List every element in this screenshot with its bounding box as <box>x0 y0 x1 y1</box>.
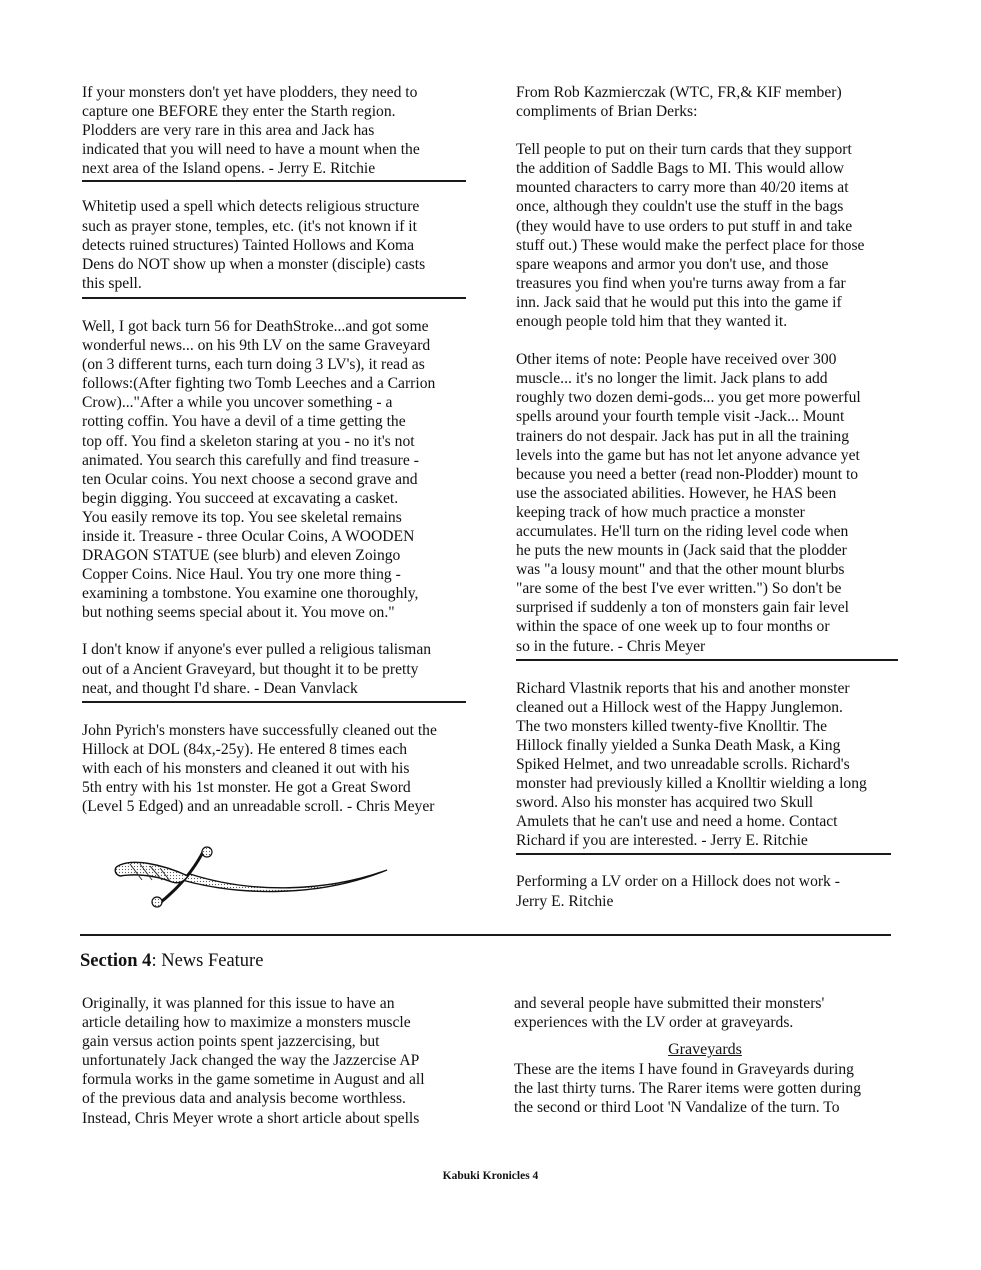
saddle-bags-body: Tell people to put on their turn cards that they support the addition of Saddle Bags to MI. This would allow mounted characters to carry more than 40/20 items at once, although they couldn't use the stuff in the bags (they would have to use orders to put stuff in and take stuff out.) These would make the perfect place for those spare weapons and armor you don't use, and those treasures you find when you're turns away from a far inn. Jack said that he would put this into the game if enough people told him that they wanted it. <box>516 141 865 331</box>
deathstroke-comment: I don't know if anyone's ever pulled a religious talisman out of a Ancient Graveyard, but thought it to be pretty neat, and thought I'd share. - Dean Vanvlack <box>82 641 432 697</box>
vlastnik-report: Richard Vlastnik reports that his and another monster cleaned out a Hillock west of the Happy Junglemon. The two monsters killed twenty-five Knolltir. The Hillock finally yielded a Sunka Death Mask, a King Spiked Helmet, and two unreadable scrolls. Richard's monster had previously killed a Knolltir wielding a long sword. Also his monster has acquired two Skull Amulets that he can't use and need a home. Contact Richard if you are interested. - Jerry E. Ritchie <box>516 679 867 850</box>
section-divider <box>80 934 891 936</box>
left-column <box>82 83 466 816</box>
section-heading <box>80 950 263 972</box>
divider <box>82 180 466 182</box>
saddle-bags-intro: From Rob Kazmierczak (WTC, FR,& KIF member) compliments of Brian Derks: <box>516 84 842 121</box>
page-footer: Kabuki Kronicles 4 <box>442 1170 539 1182</box>
news-feature-continued: and several people have submitted their monsters' experiences with the LV order at graveyards. <box>514 995 825 1032</box>
tip-whitetip-spell: Whitetip used a spell which detects religious structure such as prayer stone, temples, etc. (it's not known if it detects ruined structures) Tainted Hollows and Koma Dens do NOT show up when a monster (disciple) casts this spell. <box>82 198 426 292</box>
graveyards-text: These are the items I have found in Graveyards during the last thirty turns. The Rarer items were gotten during the second or third Loot 'N Vandalize of the turn. To <box>514 1061 862 1117</box>
right-column <box>516 83 898 911</box>
other-items-note: Other items of note: People have received over 300 muscle... it's no longer the limit. Jack plans to add roughly two dozen demi-gods... you get more powerful spells around your fourth temple visit -Jack... Mount trainers do not despair. Jack has put in all the training levels into the game but has not let anyone advance yet because you need a better (read non-Plodder) mount to use the associated abilities. However, he HAS been keeping track of how much practice a monster accumulates. He'll turn on the riding level code when he puts the new mounts in (Jack said that the plodder was "a lousy mount" and that the other mount blurbs "are some of the best I've ever written.") So don't be surprised if suddenly a ton of monsters gain fair level within the space of one week up to four months or so in the future. - Chris Meyer <box>516 351 861 655</box>
news-feature-right <box>514 994 896 1117</box>
lv-hillock-note: Performing a LV order on a Hillock does not work - Jerry E. Ritchie <box>516 873 840 910</box>
divider <box>82 701 466 703</box>
graveyards-subheading: Graveyards <box>668 1041 742 1059</box>
scimitar-illustration <box>112 844 392 914</box>
news-feature-left <box>82 994 466 1128</box>
pyrich-report: John Pyrich's monsters have successfully cleaned out the Hillock at DOL (84x,-25y). He entered 8 times each with each of his monsters and cleaned it out with his 5th entry with his 1st monster. He got a Great Sword (Level 5 Edged) and an unreadable scroll. - Chris Meyer <box>82 721 437 816</box>
divider <box>516 853 891 855</box>
tip-plodders: If your monsters don't yet have plodders, they need to capture one BEFORE they enter the Starth region. Plodders are very rare in this area and Jack has indicated that you will need to have a mount when the next area of the Island opens. - Jerry E. Ritchie <box>82 84 420 178</box>
divider <box>516 659 898 661</box>
deathstroke-report: Well, I got back turn 56 for DeathStroke...and got some wonderful news... on his 9th LV on the same Graveyard (on 3 different turns, each turn doing 3 LV's), it read as follows:(After fighting two Tomb Leeches and a Carrion Crow)..."After a while you uncover something - a rotting coffin. You have a devil of a time getting the top off. You find a skeleton staring at you - no it's not animated. You search this carefully and find treasure - ten Ocular coins. You next choose a second grave and begin digging. You succeed at excavating a casket. You easily remove its top. You see skeletal remains inside it. Treasure - three Ocular Coins, A WOODEN DRAGON STATUE (see blurb) and eleven Zoingo Copper Coins. Nice Haul. You try one more thing - examining a tombstone. You examine one thoroughly, but nothing seems special about it. You move on." <box>82 317 436 622</box>
divider <box>82 297 466 299</box>
news-feature-intro: Originally, it was planned for this issue to have an article detailing how to maximize a monsters muscle gain versus action points spent jazzercising, but unfortunately Jack changed the way the Jazzercise AP formula works in the game sometime in August and all of the previous data and analysis become worthless. Instead, Chris Meyer wrote a short article about spells <box>82 995 425 1127</box>
section-title: : News Feature <box>151 951 264 971</box>
section-number: Section 4 <box>80 951 152 971</box>
